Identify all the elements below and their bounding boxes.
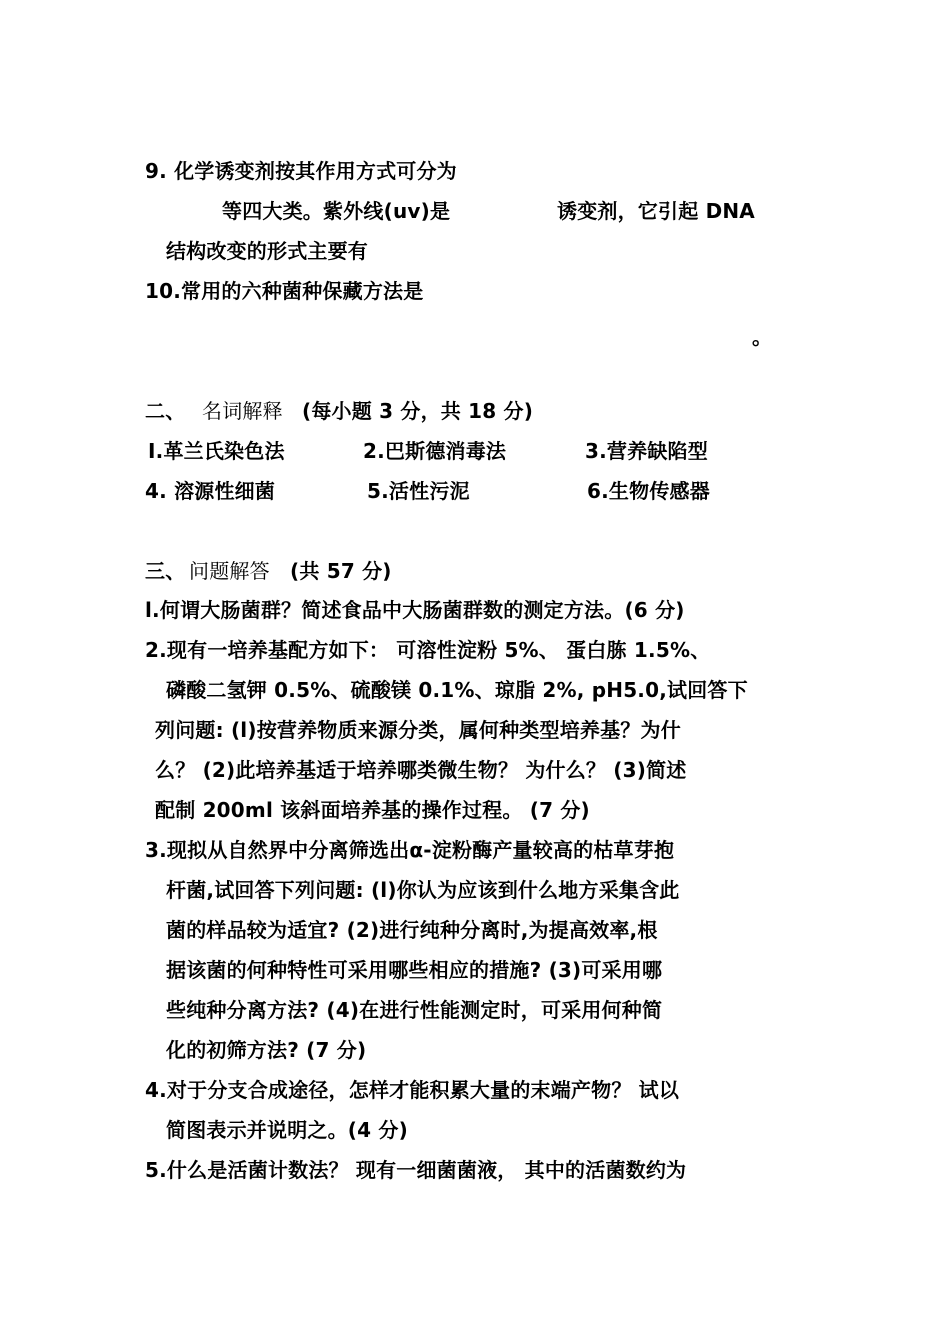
q9-line3: 结构改变的形式主要有 <box>166 239 368 263</box>
question-line: 列问题: (l)按营养物质来源分类，属何种类型培养基？为什 <box>155 718 681 742</box>
question-line: 简图表示并说明之。(4 分) <box>166 1118 408 1142</box>
term-4: 4. 溶源性细菌 <box>145 479 276 503</box>
term-2: 2.巴斯德消毒法 <box>363 439 507 463</box>
section2-score: (每小题 3 分，共 18 分) <box>302 399 534 423</box>
term-6: 6.生物传感器 <box>587 479 710 503</box>
question-line: 4.对于分支合成途径，怎样才能积累大量的末端产物？ 试以 <box>145 1078 680 1102</box>
q10-end-mark: 。 <box>752 325 773 349</box>
question-line: l.何谓大肠菌群？简述食品中大肠菌群数的测定方法。(6 分) <box>145 598 685 622</box>
question-line: 据该菌的何种特性可采用哪些相应的措施? (3)可采用哪 <box>166 958 663 982</box>
section2-title: 名词解释 <box>202 399 283 423</box>
question-line: 5.什么是活菌计数法？ 现有一细菌菌液， 其中的活菌数约为 <box>145 1158 687 1182</box>
section3-title: 问题解答 <box>189 559 270 583</box>
question-line: 么？ (2)此培养基适于培养哪类微生物？ 为什么？ (3)简述 <box>155 758 687 782</box>
term-3: 3.营养缺陷型 <box>585 439 708 463</box>
q9-line2-part1: 等四大类。紫外线(uv)是 <box>222 199 451 223</box>
q10-line1: 10.常用的六种菌种保藏方法是 <box>145 279 424 303</box>
question-line: 菌的样品较为适宜? (2)进行纯种分离时,为提高效率,根 <box>166 918 658 942</box>
q9-line1: 9. 化学诱变剂按其作用方式可分为 <box>145 159 457 183</box>
q9-line2-part2: 诱变剂，它引起 DNA <box>557 199 755 223</box>
section2-number: 二、 <box>145 399 186 423</box>
section3-score: (共 57 分) <box>290 559 392 583</box>
question-line: 些纯种分离方法? (4)在进行性能测定时，可采用何种简 <box>166 998 663 1022</box>
term-5: 5.活性污泥 <box>367 479 470 503</box>
question-line: 杆菌,试回答下列问题: (l)你认为应该到什么地方采集含此 <box>166 878 680 902</box>
term-1: Ⅰ.革兰氏染色法 <box>148 439 285 463</box>
question-line: 配制 200ml 该斜面培养基的操作过程。 (7 分) <box>155 798 590 822</box>
question-line: 2.现有一培养基配方如下： 可溶性淀粉 5%、 蛋白胨 1.5%、 <box>145 638 711 662</box>
question-line: 化的初筛方法? (7 分) <box>166 1038 367 1062</box>
question-line: 磷酸二氢钾 0.5%、硫酸镁 0.1%、琼脂 2%, pH5.0,试回答下 <box>166 678 748 702</box>
section3-number: 三、 <box>145 559 186 583</box>
question-line: 3.现拟从自然界中分离筛选出α-淀粉酶产量较高的枯草芽抱 <box>145 838 675 862</box>
